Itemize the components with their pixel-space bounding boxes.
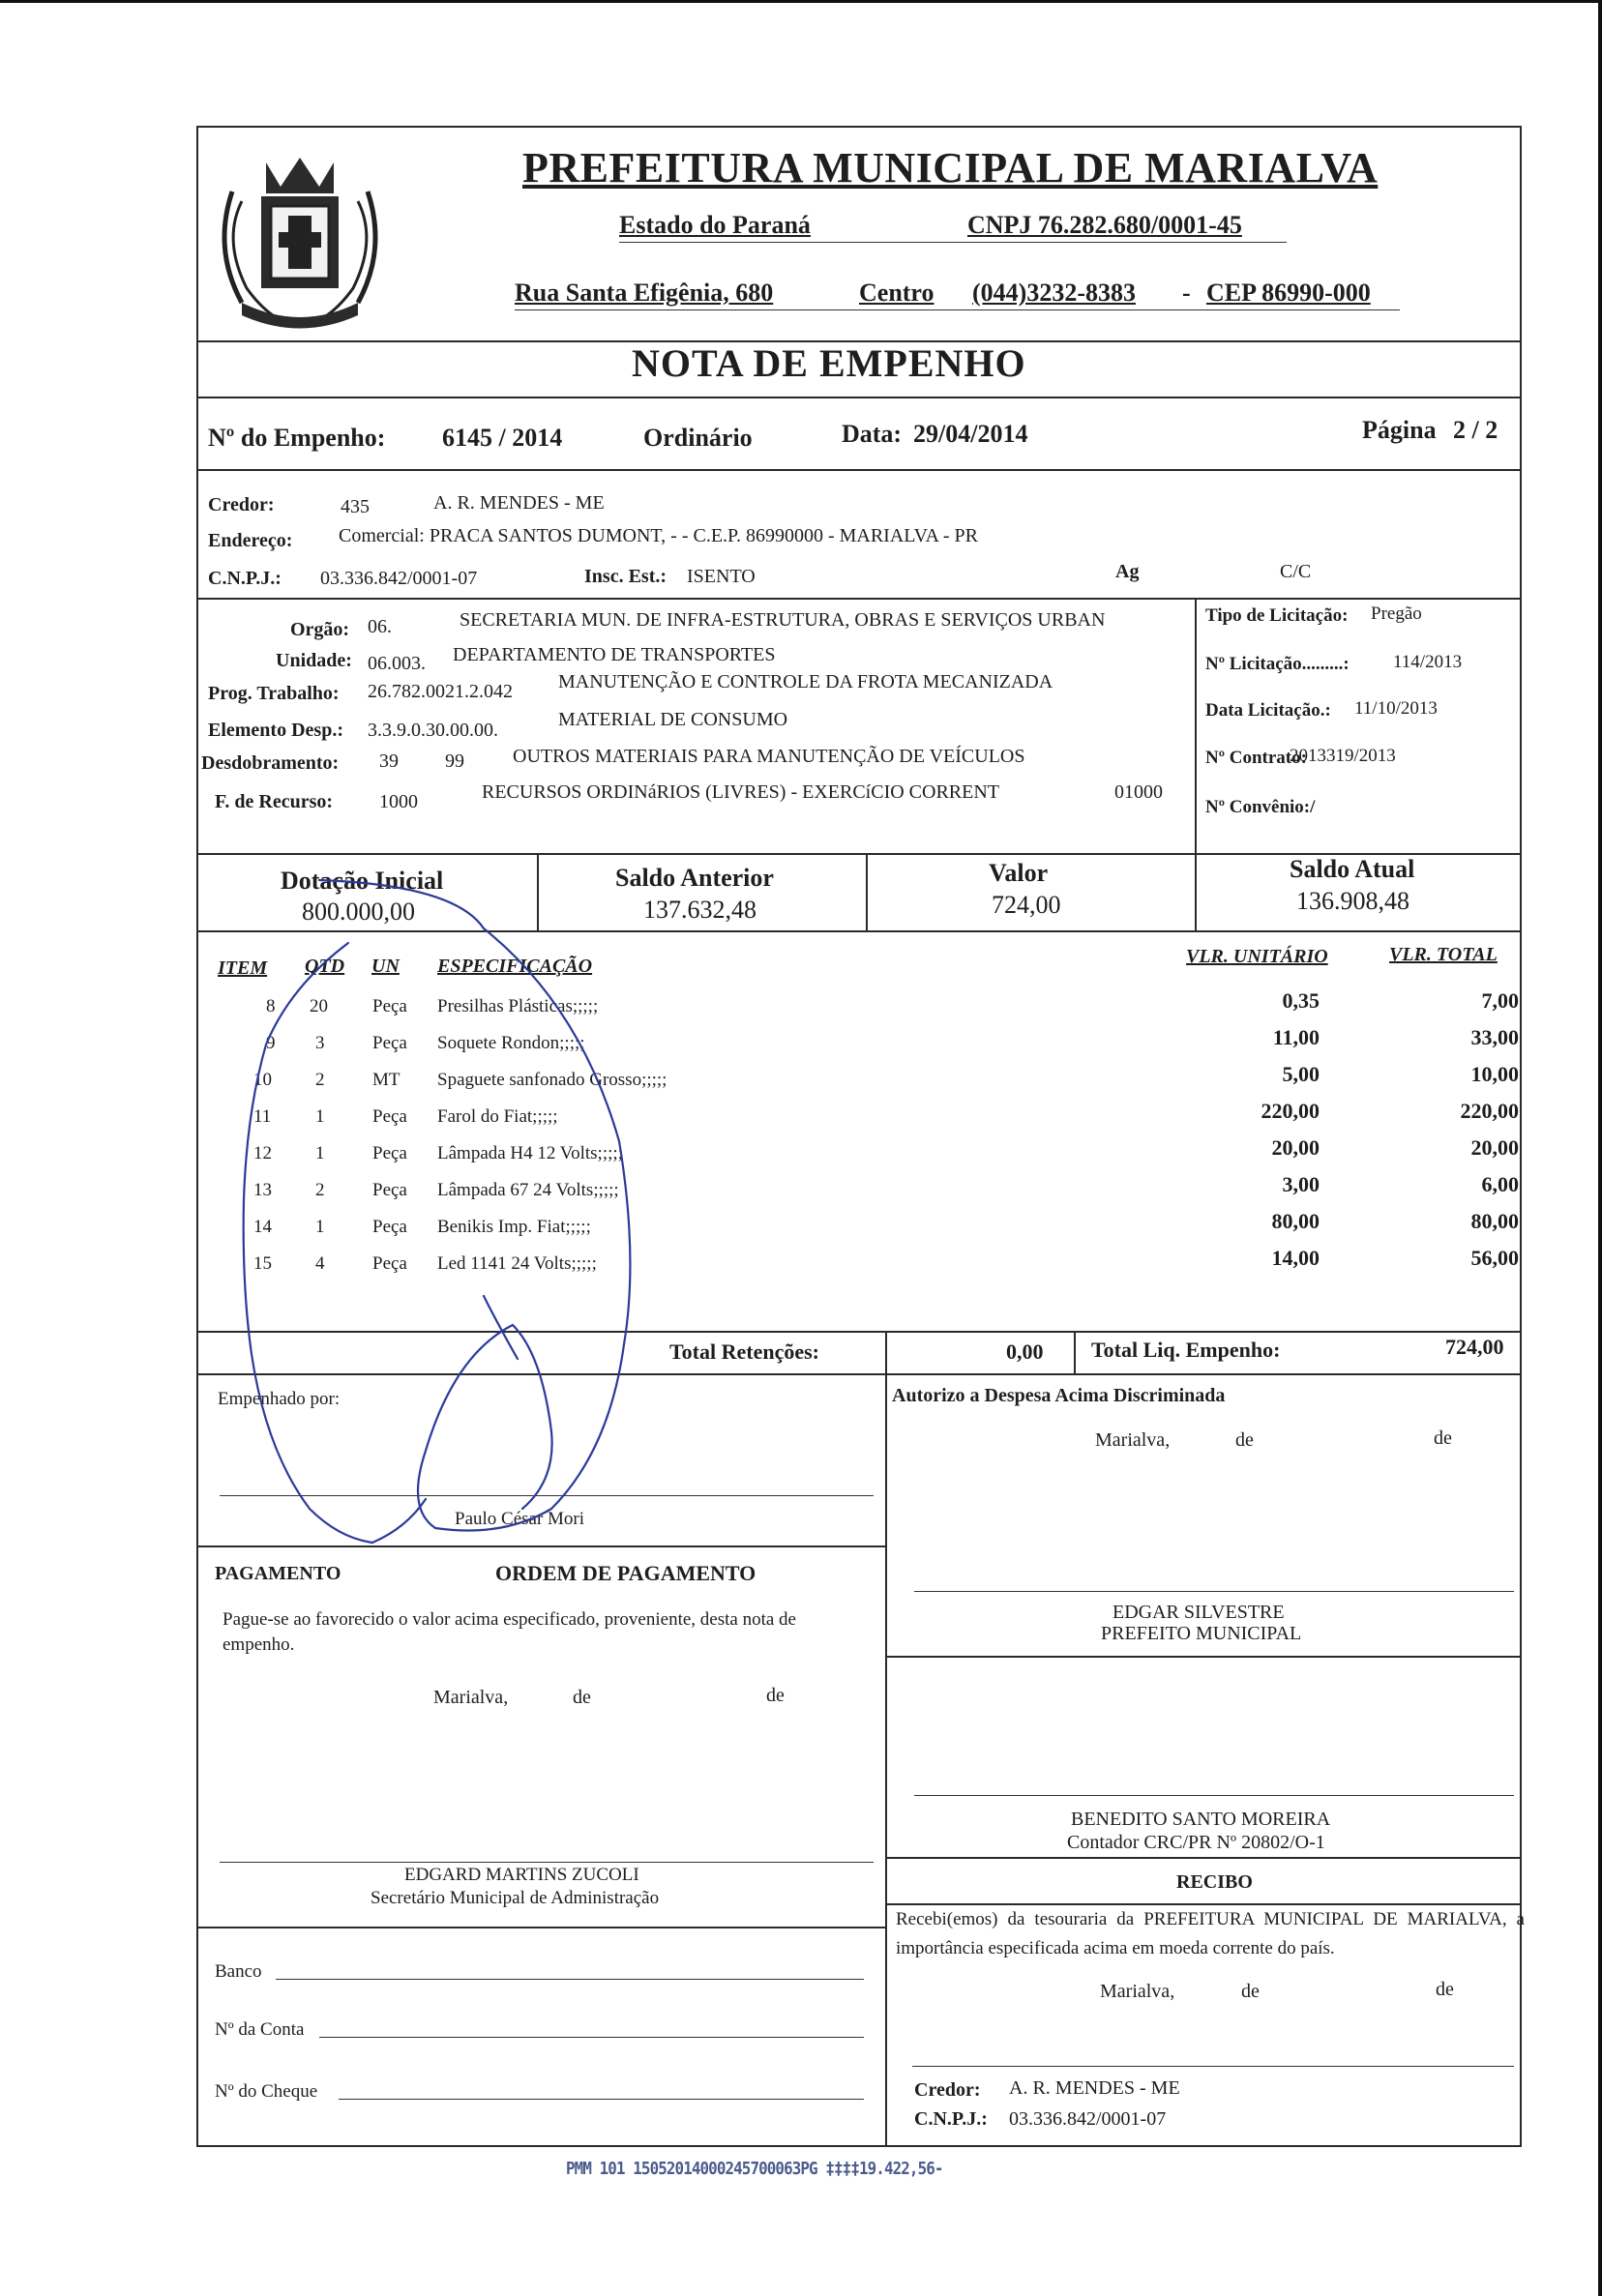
banco-label: Banco	[215, 1961, 262, 1982]
empenhado-por-name: Paulo César Mori	[455, 1509, 585, 1529]
item-quantity: 3	[315, 1033, 325, 1053]
item-description: Benikis Imp. Fiat;;;;;	[437, 1217, 591, 1237]
item-unit: Peça	[372, 1106, 407, 1127]
contador-name: BENEDITO SANTO MOREIRA	[1071, 1809, 1331, 1830]
item-total-value: 6,00	[1481, 1172, 1519, 1196]
divider	[1195, 598, 1197, 859]
secretario-role: Secretário Municipal de Administração	[371, 1888, 660, 1908]
item-quantity: 20	[310, 996, 328, 1016]
credor-name: A. R. MENDES - ME	[433, 492, 605, 514]
contrato-label: Nº Contrato:	[1205, 748, 1307, 768]
licitacao-number-label: Nº Licitação.........:	[1205, 654, 1350, 674]
secretario-name: EDGARD MARTINS ZUCOLI	[404, 1865, 639, 1885]
item-unit: Peça	[372, 1180, 407, 1200]
state-label: Estado do Paraná	[619, 211, 811, 239]
conta-label: Nº da Conta	[215, 2019, 305, 2040]
date-de-label: de	[1241, 1981, 1260, 2002]
payment-stamp: PMM 101 15052014000245700063PG ‡‡‡‡19.422,56-	[566, 2159, 943, 2179]
signature-line	[912, 2066, 1514, 2067]
item-number: 14	[253, 1217, 272, 1237]
item-description: Led 1141 24 Volts;;;;;	[437, 1253, 597, 1274]
item-quantity: 4	[315, 1253, 325, 1274]
signature-line	[914, 1591, 1514, 1592]
prog-code: 26.782.0021.2.042	[368, 681, 513, 702]
recibo-credor-label: Credor:	[914, 2079, 981, 2101]
divider	[885, 1331, 887, 1373]
item-unit-value: 20,00	[1271, 1135, 1320, 1160]
city-label: Marialva,	[433, 1687, 509, 1708]
item-number: 12	[253, 1143, 272, 1163]
date-de-label: de	[1436, 1979, 1454, 2000]
item-unit-value: 220,00	[1261, 1099, 1320, 1123]
empenho-number-label: Nº do Empenho:	[208, 424, 386, 452]
prefeito-role: PREFEITO MUNICIPAL	[1101, 1623, 1302, 1644]
prog-label: Prog. Trabalho:	[208, 683, 340, 704]
divider	[196, 598, 1522, 600]
banco-line	[276, 1979, 864, 1980]
recibo-cnpj: 03.336.842/0001-07	[1009, 2108, 1167, 2130]
phone: (044)3232-8383	[972, 279, 1136, 307]
item-unit: Peça	[372, 996, 407, 1016]
empenho-date: 29/04/2014	[913, 420, 1028, 448]
item-unit-value: 5,00	[1282, 1062, 1320, 1086]
contrato-number: 2013319/2013	[1290, 746, 1396, 766]
ordem-pagamento-label: ORDEM DE PAGAMENTO	[495, 1561, 756, 1585]
divider	[885, 1373, 887, 2147]
item-quantity: 1	[315, 1143, 325, 1163]
page-label: Página	[1362, 416, 1437, 444]
item-unit: Peça	[372, 1217, 407, 1237]
elemento-code: 3.3.9.0.30.00.00.	[368, 720, 498, 741]
contador-role: Contador CRC/PR Nº 20802/O-1	[1067, 1832, 1325, 1853]
item-number: 13	[253, 1180, 272, 1200]
licitacao-date-label: Data Licitação.:	[1205, 700, 1331, 721]
item-description: Farol do Fiat;;;;;	[437, 1106, 558, 1127]
cheque-label: Nº do Cheque	[215, 2081, 318, 2102]
separator-dash: -	[1182, 279, 1191, 307]
unidade-label: Unidade:	[276, 650, 352, 671]
licitacao-date: 11/10/2013	[1354, 698, 1438, 719]
dotacao-label: Dotação Inicial	[281, 867, 444, 895]
insc-value: ISENTO	[687, 566, 756, 587]
unidade-code: 06.003.	[368, 653, 426, 674]
orgao-code: 06.	[368, 616, 392, 637]
credor-code: 435	[341, 496, 370, 517]
pagamento-label: PAGAMENTO	[215, 1563, 341, 1584]
convenio-label: Nº Convênio:/	[1205, 797, 1316, 817]
valor-value: 724,00	[992, 891, 1061, 919]
recibo-credor-name: A. R. MENDES - ME	[1009, 2077, 1180, 2099]
dotacao-value: 800.000,00	[302, 898, 415, 926]
item-number: 15	[253, 1253, 272, 1274]
item-description: Lâmpada H4 12 Volts;;;;;	[437, 1143, 623, 1163]
total-liquido: 724,00	[1445, 1335, 1504, 1359]
item-number: 11	[253, 1106, 272, 1127]
item-unit: Peça	[372, 1033, 407, 1053]
item-total-value: 10,00	[1470, 1062, 1519, 1086]
district: Centro	[859, 279, 934, 307]
divider	[537, 853, 539, 930]
autorizo-label: Autorizo a Despesa Acima Discriminada	[892, 1385, 1226, 1406]
prog-name: MANUTENÇÃO E CONTROLE DA FROTA MECANIZADA	[558, 671, 1053, 692]
page-number: 2 / 2	[1453, 416, 1498, 444]
col-item: ITEM	[218, 957, 268, 979]
cc-label: C/C	[1280, 561, 1312, 582]
address-label: Endereço:	[208, 530, 293, 551]
item-unit: Peça	[372, 1143, 407, 1163]
col-total-value: VLR. TOTAL	[1389, 944, 1498, 965]
divider	[196, 1545, 885, 1547]
prefeito-name: EDGAR SILVESTRE	[1112, 1602, 1285, 1623]
divider	[196, 930, 1522, 932]
date-de-label: de	[573, 1687, 591, 1708]
item-total-value: 56,00	[1470, 1246, 1519, 1270]
divider	[196, 1331, 1522, 1333]
fonte-code: 1000	[379, 791, 418, 812]
state-underline	[619, 242, 1287, 243]
item-number: 8	[266, 996, 276, 1016]
total-liquido-label: Total Liq. Empenho:	[1091, 1338, 1281, 1362]
recibo-text: Recebi(emos) da tesouraria da PREFEITURA MUNICIPAL DE MARIALVA, a importância especificada acima em moeda corrente do país.	[896, 1909, 1525, 1958]
item-unit-value: 80,00	[1271, 1209, 1320, 1233]
empenho-type: Ordinário	[643, 424, 753, 452]
cep: CEP 86990-000	[1206, 279, 1371, 307]
saldo-atual-label: Saldo Atual	[1290, 855, 1415, 883]
desdobramento-code-2: 99	[445, 751, 464, 772]
item-description: Spaguete sanfonado Grosso;;;;;	[437, 1070, 668, 1090]
item-unit-value: 3,00	[1282, 1172, 1320, 1196]
tipo-licitacao-label: Tipo de Licitação:	[1205, 605, 1349, 626]
item-quantity: 2	[315, 1070, 325, 1090]
coat-of-arms-logo	[203, 143, 397, 337]
divider	[196, 1373, 1522, 1375]
signature-line	[220, 1495, 874, 1496]
orgao-name: SECRETARIA MUN. DE INFRA-ESTRUTURA, OBRAS E SERVIÇOS URBAN	[460, 609, 1106, 631]
credor-label: Credor:	[208, 494, 275, 515]
divider	[1195, 853, 1197, 930]
recibo-cnpj-label: C.N.P.J.:	[914, 2108, 988, 2130]
signature-line	[220, 1862, 874, 1863]
insc-label: Insc. Est.:	[584, 566, 668, 587]
desdobramento-code-1: 39	[379, 751, 399, 772]
conta-line	[319, 2037, 864, 2038]
pague-text: Pague-se ao favorecido o valor acima especificado, proveniente, desta nota de empenho.	[222, 1609, 796, 1655]
item-quantity: 2	[315, 1180, 325, 1200]
empenho-number: 6145 / 2014	[442, 424, 563, 452]
recibo-title: RECIBO	[1176, 1871, 1253, 1893]
item-total-value: 20,00	[1470, 1135, 1519, 1160]
empenho-date-label: Data:	[842, 420, 903, 448]
item-unit: MT	[372, 1070, 400, 1090]
divider	[196, 1927, 885, 1928]
item-total-value: 220,00	[1460, 1099, 1519, 1123]
item-number: 9	[266, 1033, 276, 1053]
item-number: 10	[253, 1070, 272, 1090]
licitacao-number: 114/2013	[1393, 652, 1463, 672]
divider	[196, 469, 1522, 471]
item-unit-value: 11,00	[1272, 1025, 1320, 1049]
item-description: Lâmpada 67 24 Volts;;;;;	[437, 1180, 619, 1200]
tipo-licitacao: Pregão	[1371, 603, 1422, 624]
item-quantity: 1	[315, 1106, 325, 1127]
item-description: Soquete Rondon;;;;;	[437, 1033, 585, 1053]
divider	[885, 1857, 1522, 1859]
cheque-line	[339, 2099, 864, 2100]
fonte-label: F. de Recurso:	[215, 791, 334, 812]
valor-label: Valor	[989, 859, 1049, 887]
fonte-name: RECURSOS ORDINáRIOS (LIVRES) - EXERCíCIO CORRENT	[482, 781, 1000, 803]
col-un: UN	[371, 956, 400, 977]
desdobramento-label: Desdobramento:	[201, 752, 340, 774]
signature-line	[914, 1795, 1514, 1796]
divider	[885, 1656, 1522, 1658]
total-retencoes: 0,00	[1006, 1339, 1044, 1364]
credor-address: Comercial: PRACA SANTOS DUMONT, - - C.E.P. 86990000 - MARIALVA - PR	[339, 525, 978, 546]
col-unit-value: VLR. UNITÁRIO	[1186, 946, 1328, 967]
item-unit: Peça	[372, 1253, 407, 1274]
city-label: Marialva,	[1100, 1981, 1175, 2002]
saldo-anterior-label: Saldo Anterior	[615, 864, 774, 892]
divider	[866, 853, 868, 930]
item-total-value: 7,00	[1481, 988, 1519, 1013]
empenhado-por-label: Empenhado por:	[218, 1389, 341, 1409]
scan-edge-right	[1598, 0, 1602, 2296]
city-label: Marialva,	[1095, 1429, 1171, 1451]
item-unit-value: 14,00	[1271, 1246, 1320, 1270]
fonte-extra-code: 01000	[1114, 781, 1163, 803]
ag-label: Ag	[1115, 561, 1140, 582]
item-description: Presilhas Plásticas;;;;;	[437, 996, 599, 1016]
date-de-label: de	[1235, 1429, 1254, 1451]
unidade-name: DEPARTAMENTO DE TRANSPORTES	[453, 644, 776, 665]
date-de-label: de	[1434, 1428, 1452, 1449]
col-qtd: QTD	[305, 956, 345, 977]
elemento-label: Elemento Desp.:	[208, 720, 343, 741]
desdobramento-name: OUTROS MATERIAIS PARA MANUTENÇÃO DE VEÍCULOS	[513, 746, 1025, 767]
date-de-label: de	[766, 1685, 785, 1706]
col-especificacao: ESPECIFICAÇÃO	[437, 956, 593, 977]
street-address: Rua Santa Efigênia, 680	[515, 279, 774, 307]
item-quantity: 1	[315, 1217, 325, 1237]
credor-cnpj: 03.336.842/0001-07	[320, 568, 478, 589]
item-total-value: 33,00	[1470, 1025, 1519, 1049]
item-total-value: 80,00	[1470, 1209, 1519, 1233]
municipality-title: PREFEITURA MUNICIPAL DE MARIALVA	[522, 144, 1379, 191]
cnpj-header: CNPJ 76.282.680/0001-45	[967, 211, 1242, 239]
orgao-label: Orgão:	[290, 619, 350, 640]
total-retencoes-label: Total Retenções:	[669, 1339, 819, 1364]
saldo-atual-value: 136.908,48	[1296, 887, 1409, 915]
divider	[196, 397, 1522, 398]
elemento-name: MATERIAL DE CONSUMO	[558, 709, 788, 730]
document-title: NOTA DE EMPENHO	[632, 341, 1026, 385]
address-underline	[515, 309, 1400, 310]
saldo-anterior-value: 137.632,48	[643, 896, 756, 924]
divider	[1074, 1331, 1076, 1373]
scan-edge-top	[0, 0, 1602, 3]
item-unit-value: 0,35	[1282, 988, 1320, 1013]
cnpj-label: C.N.P.J.:	[208, 568, 282, 589]
